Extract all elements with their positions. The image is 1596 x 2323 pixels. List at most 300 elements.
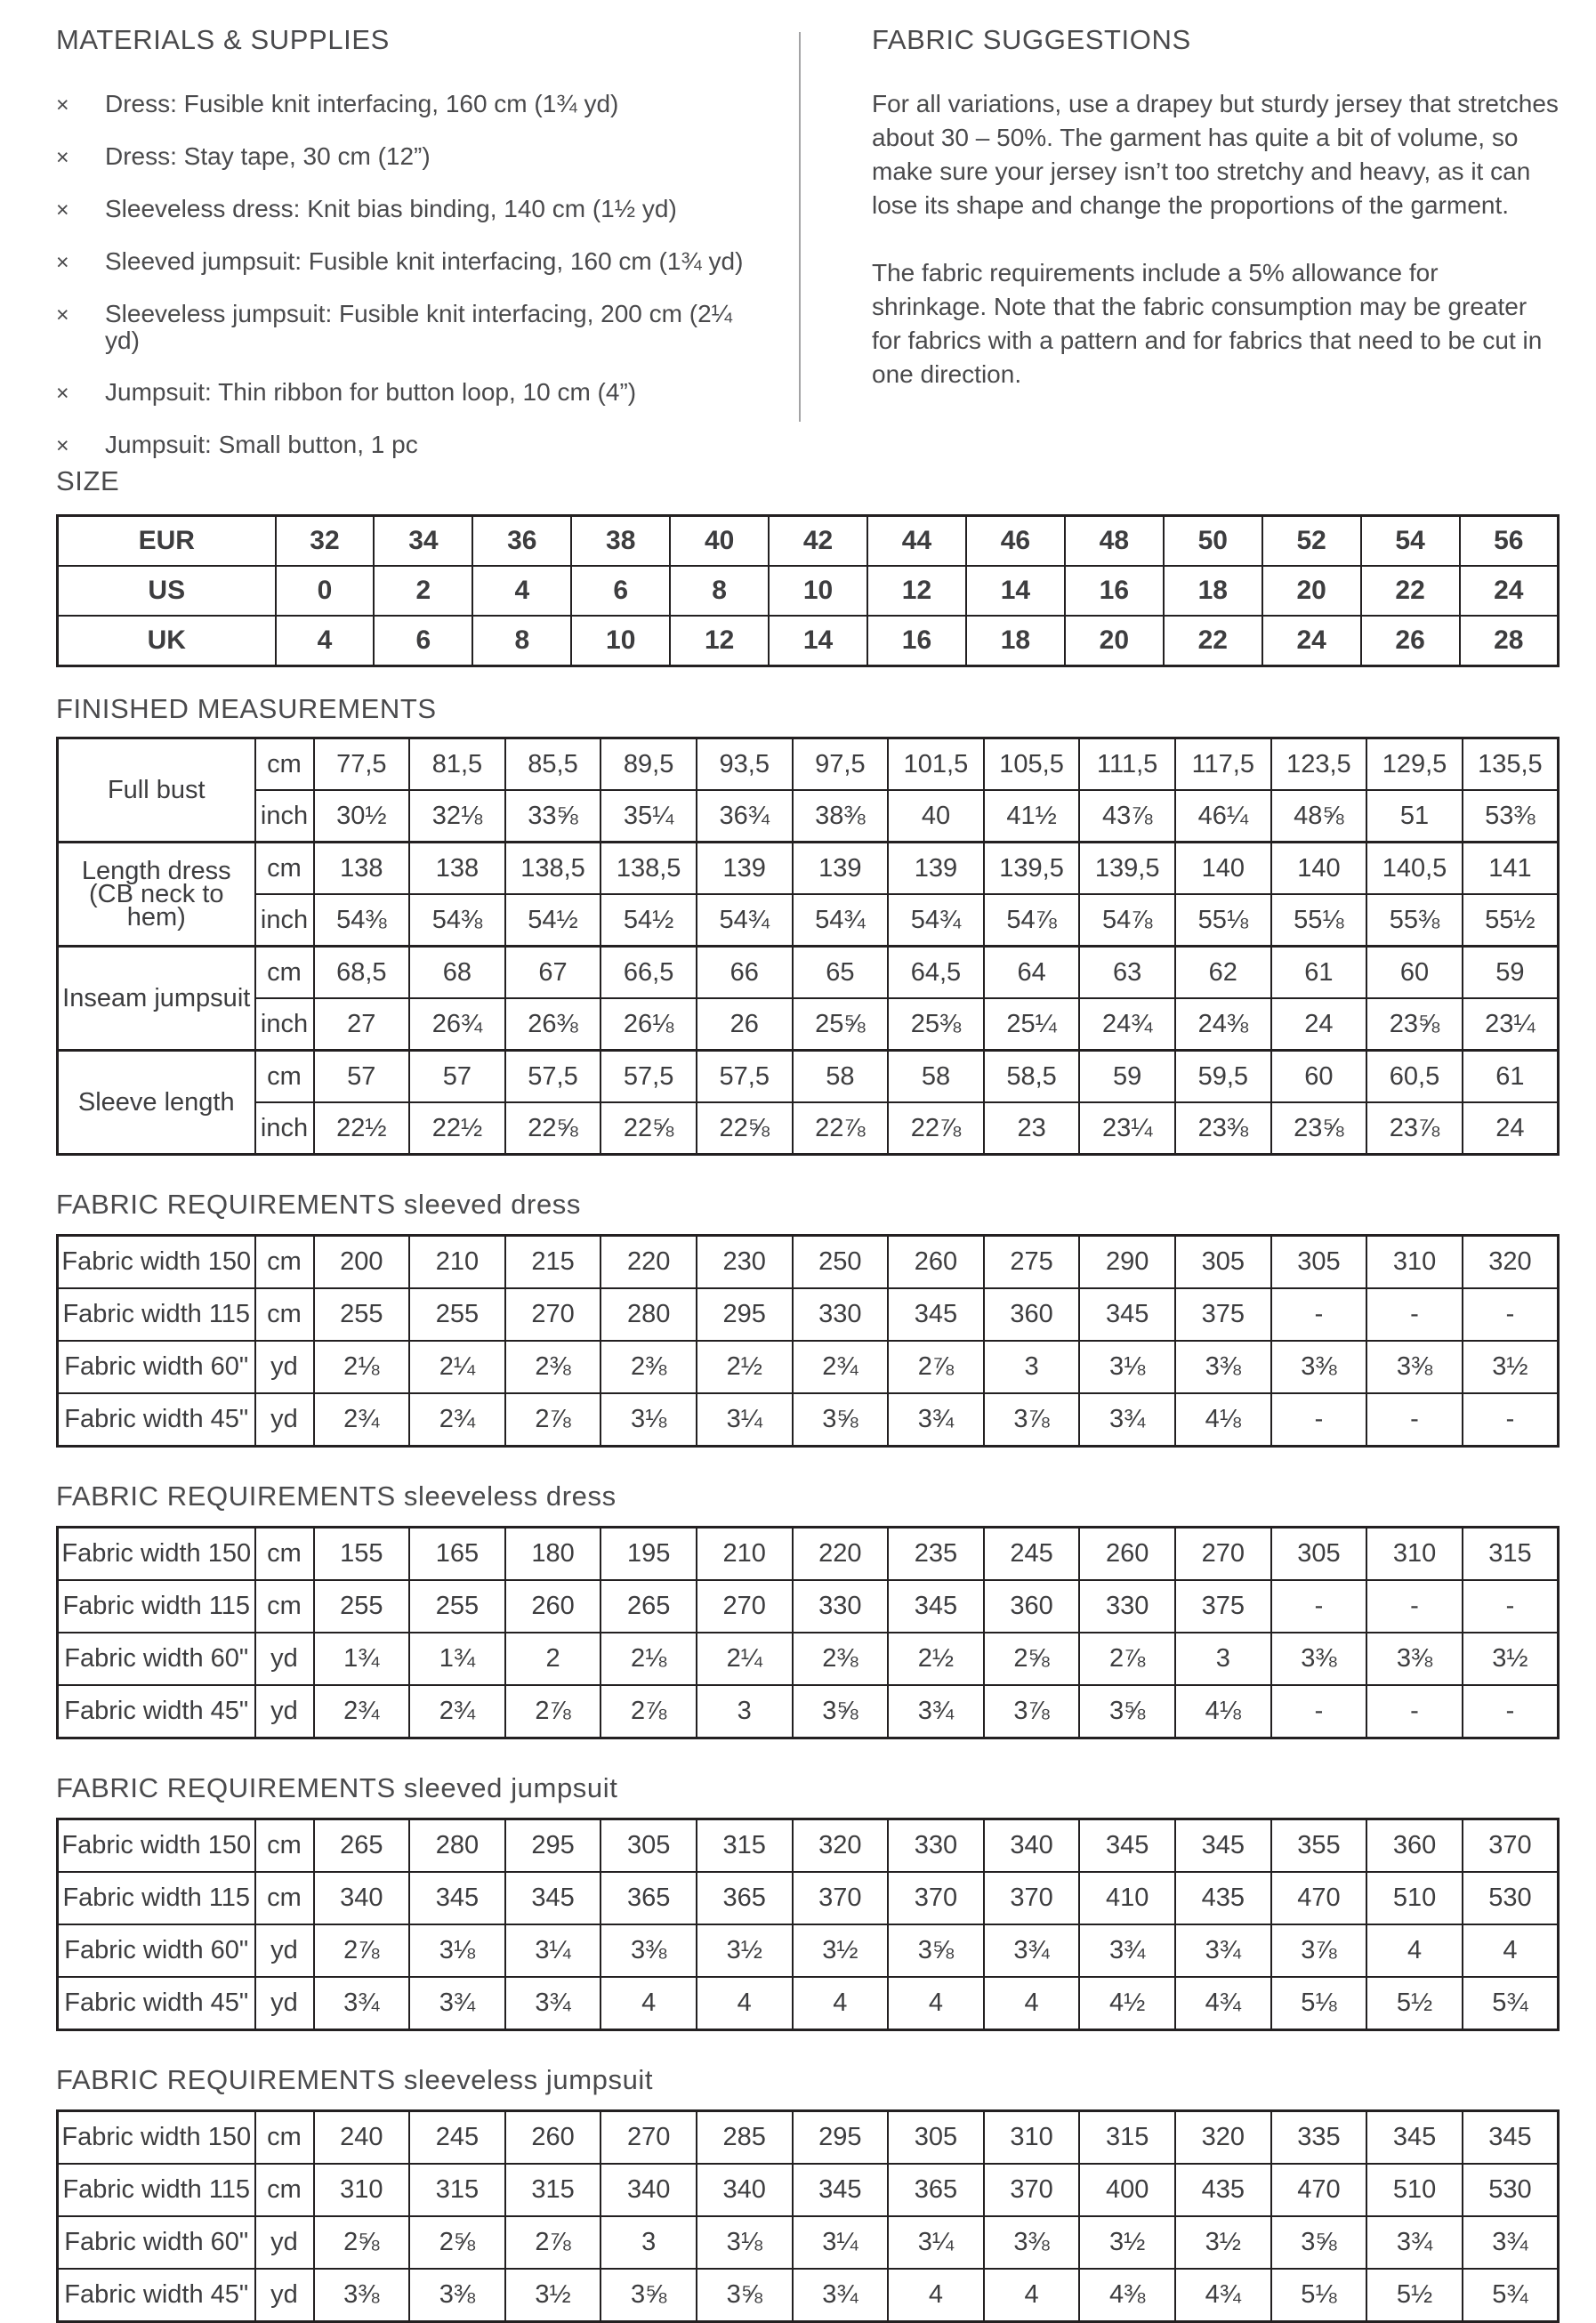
size-cell: 10 bbox=[769, 566, 867, 616]
fr-cell: 2⅛ bbox=[314, 1341, 410, 1393]
size-cell: 28 bbox=[1460, 616, 1559, 666]
size-cell: 20 bbox=[1065, 616, 1164, 666]
fr-cell: 4 bbox=[697, 1977, 793, 2030]
fr-cell: 4⅛ bbox=[1175, 1685, 1271, 1738]
fr-cell: 4⅛ bbox=[1175, 1393, 1271, 1447]
fr-cell: 3¾ bbox=[888, 1685, 984, 1738]
fr-cell: 3⅛ bbox=[697, 2216, 793, 2269]
fr-cell: 3⅜ bbox=[1366, 1341, 1463, 1393]
size-table bbox=[56, 514, 1560, 667]
fr-cell: 340 bbox=[314, 1872, 410, 1924]
fr-cell: - bbox=[1366, 1580, 1463, 1633]
fr-cell: 375 bbox=[1175, 1580, 1271, 1633]
fm-cell: 23⅜ bbox=[1175, 1102, 1271, 1155]
fm-cell: 32⅛ bbox=[409, 790, 505, 843]
fr-row bbox=[58, 2111, 1559, 2165]
fr-cell: 340 bbox=[984, 1819, 1080, 1873]
fr-cell: 3⅜ bbox=[1271, 1341, 1367, 1393]
fr-cell: 180 bbox=[505, 1528, 601, 1581]
fr-cell: 360 bbox=[984, 1288, 1080, 1341]
fr-unit-label: yd bbox=[255, 1341, 314, 1393]
fm-cell: 30½ bbox=[314, 790, 410, 843]
size-cell: 6 bbox=[374, 616, 472, 666]
fm-cell: 141 bbox=[1463, 843, 1559, 895]
fm-cell: 40 bbox=[888, 790, 984, 843]
size-cell: 26 bbox=[1361, 616, 1460, 666]
materials-item-text: Dress: Stay tape, 30 cm (12”) bbox=[105, 142, 431, 170]
column-divider bbox=[799, 32, 801, 422]
fr-cell: 310 bbox=[1366, 1528, 1463, 1581]
fr-row-label: Fabric width 115 bbox=[58, 2164, 255, 2216]
fm-cell: 139,5 bbox=[984, 843, 1080, 895]
fr-cell: - bbox=[1366, 1685, 1463, 1738]
fm-cell: 38⅜ bbox=[793, 790, 889, 843]
fm-cell: 59,5 bbox=[1175, 1051, 1271, 1103]
fr-row bbox=[58, 1819, 1559, 1873]
fr-cell: 245 bbox=[984, 1528, 1080, 1581]
fr-row-label: Fabric width 45" bbox=[58, 2269, 255, 2322]
fr-row-label: Fabric width 60" bbox=[58, 1633, 255, 1685]
fr-cell: 310 bbox=[1366, 1236, 1463, 1289]
fr-cell: 4 bbox=[793, 1977, 889, 2030]
fr-cell: 375 bbox=[1175, 1288, 1271, 1341]
fm-cell: 55⅛ bbox=[1175, 894, 1271, 947]
fm-cell: 54⅜ bbox=[314, 894, 410, 947]
size-cell: 46 bbox=[966, 516, 1065, 567]
fm-cell: 54¾ bbox=[697, 894, 793, 947]
size-row-label: EUR bbox=[58, 516, 276, 567]
fr-row bbox=[58, 1528, 1559, 1581]
fr-cell: 365 bbox=[888, 2164, 984, 2216]
fr-cell: 2⅞ bbox=[505, 1393, 601, 1447]
fr-cell: 370 bbox=[1463, 1819, 1559, 1873]
fr-cell: 3½ bbox=[1463, 1633, 1559, 1685]
fabric-requirements-section bbox=[56, 1481, 1560, 1739]
materials-item bbox=[56, 143, 746, 171]
fr-cell: 345 bbox=[409, 1872, 505, 1924]
size-cell: 22 bbox=[1164, 616, 1262, 666]
fm-cell: 66,5 bbox=[601, 947, 697, 999]
fm-cell: 105,5 bbox=[984, 738, 1080, 791]
fr-cell: 345 bbox=[1366, 2111, 1463, 2165]
fm-cell: 138 bbox=[409, 843, 505, 895]
fr-cell: 435 bbox=[1175, 1872, 1271, 1924]
fr-cell: 3⅜ bbox=[1271, 1633, 1367, 1685]
size-cell: 8 bbox=[670, 566, 769, 616]
fm-cell: 139 bbox=[697, 843, 793, 895]
fr-cell: 3½ bbox=[1175, 2216, 1271, 2269]
fr-cell: - bbox=[1463, 1288, 1559, 1341]
fr-unit-label: cm bbox=[255, 2111, 314, 2165]
fabric-suggestions-paragraph: The fabric requirements include a 5% allowance for shrinkage. Note that the fabric consumption may be greater for fabrics with a pattern and for fabrics that need to be cut in one direction. bbox=[872, 259, 1543, 388]
size-row-label: UK bbox=[58, 616, 276, 666]
fr-cell: 275 bbox=[984, 1236, 1080, 1289]
x-bullet-icon: × bbox=[56, 302, 69, 327]
fr-cell: 2¾ bbox=[409, 1685, 505, 1738]
fr-cell: 3⅝ bbox=[1079, 1685, 1175, 1738]
fr-cell: 2⅞ bbox=[888, 1341, 984, 1393]
fr-cell: - bbox=[1271, 1288, 1367, 1341]
fr-cell: 2½ bbox=[697, 1341, 793, 1393]
fabric-requirements-section bbox=[56, 1190, 1560, 1448]
fr-unit-label: yd bbox=[255, 1977, 314, 2030]
fm-cell: 111,5 bbox=[1079, 738, 1175, 791]
fr-cell: 370 bbox=[888, 1872, 984, 1924]
fr-cell: 215 bbox=[505, 1236, 601, 1289]
fr-cell: 400 bbox=[1079, 2164, 1175, 2216]
size-table-row bbox=[58, 566, 1559, 616]
fr-cell: 3⅝ bbox=[793, 1685, 889, 1738]
fr-cell: 360 bbox=[984, 1580, 1080, 1633]
fabric-requirements-section bbox=[56, 1773, 1560, 2031]
fm-cell: 68 bbox=[409, 947, 505, 999]
fr-cell: 410 bbox=[1079, 1872, 1175, 1924]
size-cell: 42 bbox=[769, 516, 867, 567]
fr-cell: 305 bbox=[1175, 1236, 1271, 1289]
fm-cell: 101,5 bbox=[888, 738, 984, 791]
fr-cell: 295 bbox=[697, 1288, 793, 1341]
fm-cell: 25⅝ bbox=[793, 998, 889, 1051]
fr-cell: 3¼ bbox=[793, 2216, 889, 2269]
fr-cell: 255 bbox=[409, 1288, 505, 1341]
fm-cell: 77,5 bbox=[314, 738, 410, 791]
materials-item bbox=[56, 196, 746, 223]
fm-cell: 57,5 bbox=[697, 1051, 793, 1103]
fr-cell: 330 bbox=[1079, 1580, 1175, 1633]
fm-cell: 36¾ bbox=[697, 790, 793, 843]
fr-cell: 3⅛ bbox=[601, 1393, 697, 1447]
fr-row bbox=[58, 1685, 1559, 1738]
fr-row-label: Fabric width 45" bbox=[58, 1685, 255, 1738]
fr-cell: 360 bbox=[1366, 1819, 1463, 1873]
fm-group-label: Sleeve length bbox=[58, 1051, 255, 1155]
size-table-row bbox=[58, 616, 1559, 666]
fabric-requirements-container bbox=[56, 1190, 1560, 2323]
fm-cell: 140 bbox=[1175, 843, 1271, 895]
fr-cell: 2⅝ bbox=[984, 1633, 1080, 1685]
size-cell: 22 bbox=[1361, 566, 1460, 616]
fr-cell: - bbox=[1366, 1393, 1463, 1447]
fm-cell: 93,5 bbox=[697, 738, 793, 791]
fm-group-label: Inseam jumpsuit bbox=[58, 947, 255, 1051]
fm-cell: 22⅞ bbox=[888, 1102, 984, 1155]
fr-cell: - bbox=[1463, 1685, 1559, 1738]
fr-cell: 3½ bbox=[1079, 2216, 1175, 2269]
fr-cell: 320 bbox=[793, 1819, 889, 1873]
fr-cell: 2½ bbox=[888, 1633, 984, 1685]
fr-row bbox=[58, 1580, 1559, 1633]
fm-cell: 55⅛ bbox=[1271, 894, 1367, 947]
fr-cell: 2⅜ bbox=[793, 1633, 889, 1685]
materials-item-text: Sleeved jumpsuit: Fusible knit interfacing, 160 cm (1¾ yd) bbox=[105, 247, 744, 275]
fr-cell: 245 bbox=[409, 2111, 505, 2165]
fr-cell: - bbox=[1271, 1393, 1367, 1447]
fabric-suggestions-paragraph: For all variations, use a drapey but sturdy jersey that stretches about 30 – 50%. The garment has quite a bit of volume, so make sure your jersey isn’t too stretchy and heavy, as it can lose its shape and change the proportions of the garment. bbox=[872, 90, 1559, 219]
fr-row-label: Fabric width 60" bbox=[58, 1924, 255, 1977]
fm-row bbox=[58, 947, 1559, 999]
fm-cell: 55½ bbox=[1463, 894, 1559, 947]
fr-cell: 305 bbox=[888, 2111, 984, 2165]
size-cell: 2 bbox=[374, 566, 472, 616]
fr-cell: 3⅜ bbox=[409, 2269, 505, 2322]
fm-cell: 51 bbox=[1366, 790, 1463, 843]
fm-cell: 54⅞ bbox=[984, 894, 1080, 947]
fr-cell: 2¾ bbox=[314, 1393, 410, 1447]
fr-cell: 2⅞ bbox=[314, 1924, 410, 1977]
fm-row bbox=[58, 1051, 1559, 1103]
fm-unit-label: cm bbox=[255, 738, 314, 791]
fm-cell: 22⅞ bbox=[793, 1102, 889, 1155]
fm-group bbox=[58, 1051, 1559, 1155]
fr-cell: 3⅜ bbox=[314, 2269, 410, 2322]
fr-unit-label: cm bbox=[255, 1236, 314, 1289]
fr-cell: 255 bbox=[314, 1580, 410, 1633]
fr-cell: 3⅛ bbox=[1079, 1341, 1175, 1393]
fm-row bbox=[58, 894, 1559, 947]
fr-cell: 3⅝ bbox=[1271, 2216, 1367, 2269]
fm-cell: 22⅝ bbox=[505, 1102, 601, 1155]
fr-row-label: Fabric width 45" bbox=[58, 1393, 255, 1447]
fr-cell: 295 bbox=[505, 1819, 601, 1873]
materials-item bbox=[56, 248, 746, 276]
size-table-body bbox=[58, 516, 1559, 666]
fm-cell: 135,5 bbox=[1463, 738, 1559, 791]
fr-row bbox=[58, 1393, 1559, 1447]
fr-unit-label: cm bbox=[255, 1819, 314, 1873]
materials-item-text: Jumpsuit: Small button, 1 pc bbox=[105, 431, 418, 458]
x-bullet-icon: × bbox=[56, 381, 69, 406]
fm-cell: 58 bbox=[888, 1051, 984, 1103]
fr-unit-label: cm bbox=[255, 1580, 314, 1633]
fm-cell: 140 bbox=[1271, 843, 1367, 895]
materials-item-text: Jumpsuit: Thin ribbon for button loop, 10 cm (4”) bbox=[105, 378, 637, 406]
fr-unit-label: cm bbox=[255, 1872, 314, 1924]
fr-cell: 510 bbox=[1366, 1872, 1463, 1924]
fr-cell: 4⅜ bbox=[1079, 2269, 1175, 2322]
fm-cell: 140,5 bbox=[1366, 843, 1463, 895]
fr-row bbox=[58, 2164, 1559, 2216]
fr-cell: 3⅞ bbox=[1271, 1924, 1367, 1977]
fr-cell: 315 bbox=[1079, 2111, 1175, 2165]
top-columns bbox=[56, 24, 1560, 458]
fabric-requirements-title: FABRIC REQUIREMENTS sleeved dress bbox=[56, 1189, 581, 1220]
fr-cell: 3¾ bbox=[1079, 1924, 1175, 1977]
fm-cell: 57 bbox=[409, 1051, 505, 1103]
size-table-row bbox=[58, 516, 1559, 567]
fr-cell: 3⅝ bbox=[888, 1924, 984, 1977]
fm-cell: 53⅜ bbox=[1463, 790, 1559, 843]
fr-cell: 195 bbox=[601, 1528, 697, 1581]
fr-cell: 220 bbox=[601, 1236, 697, 1289]
fm-cell: 61 bbox=[1271, 947, 1367, 999]
fabric-requirements-title: FABRIC REQUIREMENTS sleeveless jumpsuit bbox=[56, 2064, 654, 2095]
fm-cell: 89,5 bbox=[601, 738, 697, 791]
fm-unit-label: cm bbox=[255, 947, 314, 999]
fr-cell: 3½ bbox=[793, 1924, 889, 1977]
fr-cell: 4 bbox=[984, 2269, 1080, 2322]
fr-cell: 4 bbox=[888, 1977, 984, 2030]
fr-cell: 220 bbox=[793, 1528, 889, 1581]
fm-cell: 48⅝ bbox=[1271, 790, 1367, 843]
fm-cell: 61 bbox=[1463, 1051, 1559, 1103]
fr-cell: 2¾ bbox=[409, 1393, 505, 1447]
fm-cell: 117,5 bbox=[1175, 738, 1271, 791]
fr-row-label: Fabric width 45" bbox=[58, 1977, 255, 2030]
fr-cell: 4½ bbox=[1079, 1977, 1175, 2030]
fm-cell: 57,5 bbox=[601, 1051, 697, 1103]
fr-cell: 3¼ bbox=[888, 2216, 984, 2269]
fr-cell: 370 bbox=[984, 1872, 1080, 1924]
fr-cell: 2⅛ bbox=[601, 1633, 697, 1685]
fr-cell: 250 bbox=[793, 1236, 889, 1289]
fm-cell: 58,5 bbox=[984, 1051, 1080, 1103]
fabric-requirements-table bbox=[56, 1234, 1560, 1448]
fm-cell: 26¾ bbox=[409, 998, 505, 1051]
fr-cell: 210 bbox=[409, 1236, 505, 1289]
size-cell: 16 bbox=[1065, 566, 1164, 616]
fr-row bbox=[58, 1633, 1559, 1685]
fr-cell: 265 bbox=[314, 1819, 410, 1873]
fr-cell: 340 bbox=[697, 2164, 793, 2216]
fm-cell: 57,5 bbox=[505, 1051, 601, 1103]
fabric-requirements-section bbox=[56, 2065, 1560, 2323]
fr-cell: 340 bbox=[601, 2164, 697, 2216]
fm-cell: 54½ bbox=[505, 894, 601, 947]
finished-measurements-title: FINISHED MEASUREMENTS bbox=[56, 693, 437, 724]
fr-cell: 305 bbox=[1271, 1236, 1367, 1289]
fr-cell: 3 bbox=[1175, 1633, 1271, 1685]
fm-cell: 138,5 bbox=[505, 843, 601, 895]
fr-unit-label: cm bbox=[255, 1288, 314, 1341]
fm-cell: 23 bbox=[984, 1102, 1080, 1155]
fr-cell: 335 bbox=[1271, 2111, 1367, 2165]
fm-unit-label: inch bbox=[255, 998, 314, 1051]
fr-cell: 330 bbox=[793, 1580, 889, 1633]
fm-cell: 23¼ bbox=[1079, 1102, 1175, 1155]
fr-cell: 3⅞ bbox=[984, 1685, 1080, 1738]
fr-cell: 305 bbox=[1271, 1528, 1367, 1581]
fr-row bbox=[58, 1977, 1559, 2030]
size-cell: 36 bbox=[472, 516, 571, 567]
size-row-label: US bbox=[58, 566, 276, 616]
fr-cell: 2⅞ bbox=[505, 1685, 601, 1738]
fr-cell: 3¾ bbox=[984, 1924, 1080, 1977]
materials-item bbox=[56, 379, 746, 407]
fr-cell: 2⅞ bbox=[601, 1685, 697, 1738]
fr-row-label: Fabric width 60" bbox=[58, 2216, 255, 2269]
fr-row bbox=[58, 1872, 1559, 1924]
fm-cell: 62 bbox=[1175, 947, 1271, 999]
fr-row bbox=[58, 2216, 1559, 2269]
fr-cell: 5⅛ bbox=[1271, 2269, 1367, 2322]
fr-cell: 305 bbox=[601, 1819, 697, 1873]
fr-cell: 280 bbox=[601, 1288, 697, 1341]
fr-cell: 365 bbox=[601, 1872, 697, 1924]
fr-cell: 3¾ bbox=[1366, 2216, 1463, 2269]
fm-cell: 66 bbox=[697, 947, 793, 999]
fabric-requirements-table bbox=[56, 2109, 1560, 2323]
fr-cell: 260 bbox=[888, 1236, 984, 1289]
fr-cell: 530 bbox=[1463, 1872, 1559, 1924]
size-cell: 44 bbox=[867, 516, 966, 567]
size-cell: 18 bbox=[1164, 566, 1262, 616]
fm-cell: 85,5 bbox=[505, 738, 601, 791]
fm-group-label: Full bust bbox=[58, 738, 255, 843]
fr-unit-label: yd bbox=[255, 2269, 314, 2322]
fr-cell: 5½ bbox=[1366, 2269, 1463, 2322]
fm-cell: 64 bbox=[984, 947, 1080, 999]
fr-unit-label: yd bbox=[255, 2216, 314, 2269]
fr-cell: 2⅝ bbox=[314, 2216, 410, 2269]
fr-cell: 345 bbox=[1463, 2111, 1559, 2165]
fm-cell: 54⅜ bbox=[409, 894, 505, 947]
fr-cell: - bbox=[1271, 1685, 1367, 1738]
materials-item bbox=[56, 432, 746, 459]
fm-cell: 26⅛ bbox=[601, 998, 697, 1051]
fm-cell: 139,5 bbox=[1079, 843, 1175, 895]
fr-unit-label: yd bbox=[255, 1685, 314, 1738]
fm-unit-label: cm bbox=[255, 843, 314, 895]
fm-group bbox=[58, 947, 1559, 1051]
fr-cell: 510 bbox=[1366, 2164, 1463, 2216]
fr-cell: 4 bbox=[1366, 1924, 1463, 1977]
fm-cell: 24¾ bbox=[1079, 998, 1175, 1051]
fr-cell: 280 bbox=[409, 1819, 505, 1873]
fr-cell: 3½ bbox=[1463, 1341, 1559, 1393]
fr-unit-label: yd bbox=[255, 1633, 314, 1685]
fr-cell: 2¾ bbox=[314, 1685, 410, 1738]
fr-cell: 1¾ bbox=[314, 1633, 410, 1685]
fr-cell: 345 bbox=[505, 1872, 601, 1924]
fr-cell: 290 bbox=[1079, 1236, 1175, 1289]
size-cell: 4 bbox=[276, 616, 375, 666]
fm-cell: 65 bbox=[793, 947, 889, 999]
fm-cell: 54¾ bbox=[793, 894, 889, 947]
fr-cell: 330 bbox=[793, 1288, 889, 1341]
fr-cell: 3⅞ bbox=[984, 1393, 1080, 1447]
fr-cell: 5¾ bbox=[1463, 2269, 1559, 2322]
fm-cell: 25¼ bbox=[984, 998, 1080, 1051]
size-cell: 18 bbox=[966, 616, 1065, 666]
fr-cell: 3¾ bbox=[793, 2269, 889, 2322]
fm-cell: 81,5 bbox=[409, 738, 505, 791]
size-cell: 34 bbox=[374, 516, 472, 567]
fm-cell: 60 bbox=[1366, 947, 1463, 999]
size-cell: 6 bbox=[571, 566, 670, 616]
fm-cell: 33⅝ bbox=[505, 790, 601, 843]
size-cell: 10 bbox=[571, 616, 670, 666]
fm-cell: 97,5 bbox=[793, 738, 889, 791]
fr-cell: 2¼ bbox=[697, 1633, 793, 1685]
fm-cell: 35¼ bbox=[601, 790, 697, 843]
fm-cell: 54¾ bbox=[888, 894, 984, 947]
fr-cell: 530 bbox=[1463, 2164, 1559, 2216]
fr-cell: 270 bbox=[505, 1288, 601, 1341]
size-cell: 14 bbox=[966, 566, 1065, 616]
fr-cell: 3½ bbox=[505, 2269, 601, 2322]
fm-cell: 27 bbox=[314, 998, 410, 1051]
fm-cell: 138 bbox=[314, 843, 410, 895]
size-cell: 52 bbox=[1262, 516, 1361, 567]
fm-cell: 54½ bbox=[601, 894, 697, 947]
fr-cell: 165 bbox=[409, 1528, 505, 1581]
fr-cell: 3¾ bbox=[1463, 2216, 1559, 2269]
fr-row bbox=[58, 1341, 1559, 1393]
fr-row bbox=[58, 1288, 1559, 1341]
fm-cell: 63 bbox=[1079, 947, 1175, 999]
size-cell: 0 bbox=[276, 566, 375, 616]
fr-unit-label: yd bbox=[255, 1393, 314, 1447]
